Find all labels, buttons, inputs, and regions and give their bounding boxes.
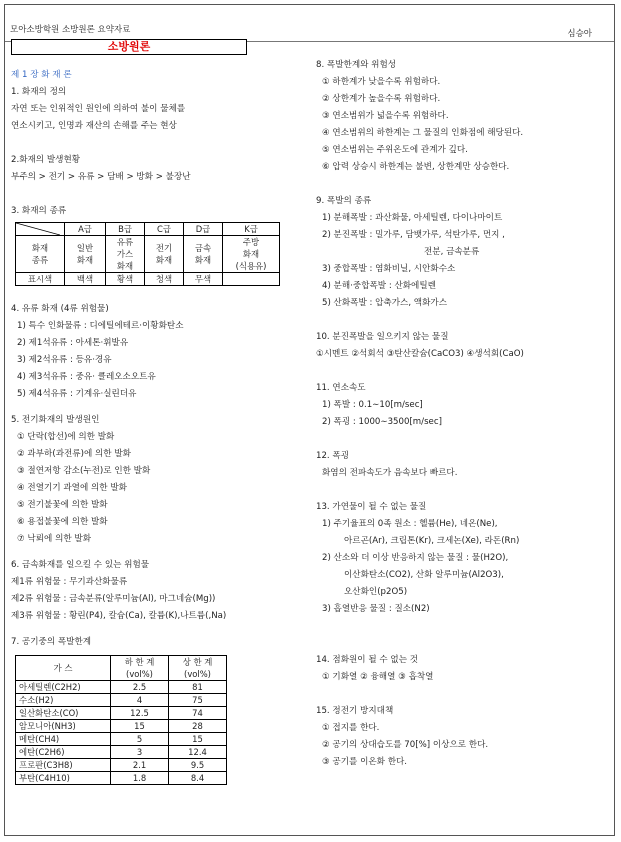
list-item: 1) 주기율표의 0족 원소 : 헬륨(He), 네온(Ne),: [322, 519, 498, 529]
table-cell: 주방 화재 (식용유): [223, 236, 280, 273]
section-14-title: 14. 점화원이 될 수 없는 것: [316, 655, 419, 665]
table-row: [16, 772, 227, 785]
list-item: 2) 분진폭발 : 밀가루, 담뱃가루, 석탄가루, 먼지 ,: [322, 230, 505, 240]
table-cell: 백색: [65, 273, 106, 286]
grade-header: K급: [223, 223, 280, 236]
list-item: 2) 산소와 더 이상 반응하지 않는 물질 : 물(H2O),: [322, 553, 509, 563]
table-row: [16, 720, 227, 733]
list-item: ⑥ 압력 상승시 하한계는 불변, 상한계만 상승한다.: [322, 162, 510, 172]
section-1-line: 자연 또는 인위적인 원인에 의하여 불이 물체를: [11, 104, 186, 114]
list-item: ③ 절연저항 감소(누전)로 인한 발화: [17, 466, 151, 476]
list-item: 4) 제3석유류 : 중유· 클레오소오트유: [17, 372, 156, 382]
gas-name: 일산화탄소(CO): [16, 707, 111, 720]
list-item: ⑥ 용접불꽃에 의한 발화: [17, 517, 108, 527]
list-item: 5) 산화폭발 : 압축가스, 액화가스: [322, 298, 447, 308]
lower-limit: 5: [111, 733, 169, 746]
table-cell: 무색: [184, 273, 223, 286]
document-title: 소방원론: [11, 39, 247, 55]
list-item-continuation: 전분, 금속분류: [424, 247, 480, 257]
grade-header: C급: [145, 223, 184, 236]
gas-name: 아세틸렌(C2H2): [16, 681, 111, 694]
list-item: 제1류 위험물 : 무기과산화물류: [11, 577, 128, 587]
list-item: ③ 공기를 이온화 한다.: [322, 757, 408, 767]
table-corner: [16, 223, 65, 236]
section-13-title: 13. 가연물이 될 수 없는 물질: [316, 502, 427, 512]
section-3-title: 3. 화재의 종류: [11, 206, 67, 216]
list-item: 2) 폭굉 : 1000∼3500[m/sec]: [322, 417, 442, 427]
gas-name: 부탄(C4H10): [16, 772, 111, 785]
gas-name: 암모니아(NH3): [16, 720, 111, 733]
list-item: 3) 흡열반응 물질 : 질소(N2): [322, 604, 430, 614]
col-header: 상 한 계 (vol%): [169, 656, 227, 681]
lower-limit: 1.8: [111, 772, 169, 785]
gas-name: 프로판(C3H8): [16, 759, 111, 772]
section-10-line: ①시멘트 ②석회석 ③탄산칼슘(CaCO3) ④생석회(CaO): [316, 349, 524, 359]
list-item: ⑤ 전기불꽃에 의한 발화: [17, 500, 108, 510]
section-11-title: 11. 연소속도: [316, 383, 366, 393]
list-item-continuation: 아르곤(Ar), 크립톤(Kr), 크세논(Xe), 라돈(Rn): [344, 536, 520, 546]
list-item: ② 과부하(과전류)에 의한 발화: [17, 449, 131, 459]
header-author: 심승아: [567, 29, 592, 39]
grade-header: B급: [106, 223, 145, 236]
lower-limit: 4: [111, 694, 169, 707]
list-item: 1) 특수 인화물류 : 디에틸에테르·이황화탄소: [17, 321, 184, 331]
section-9-title: 9. 폭발의 종류: [316, 196, 372, 206]
list-item-continuation: 이산화탄소(CO2), 산화 알루미늄(Al2O3),: [344, 570, 504, 580]
upper-limit: 12.4: [169, 746, 227, 759]
table-row: [16, 733, 227, 746]
lower-limit: 12.5: [111, 707, 169, 720]
list-item: ⑦ 낙뢰에 의한 발화: [17, 534, 92, 544]
list-item: ⑤ 연소범위는 주위온도에 관계가 깊다.: [322, 145, 468, 155]
upper-limit: 75: [169, 694, 227, 707]
lower-limit: 2.1: [111, 759, 169, 772]
section-1-title: 1. 화재의 정의: [11, 87, 67, 97]
upper-limit: 28: [169, 720, 227, 733]
upper-limit: 9.5: [169, 759, 227, 772]
table-cell: 유류 가스 화재: [106, 236, 145, 273]
gas-name: 에탄(C2H6): [16, 746, 111, 759]
col-header: 하 한 계 (vol%): [111, 656, 169, 681]
section-14-line: ① 기화열 ② 융해열 ③ 흡착열: [322, 672, 434, 682]
section-15-title: 15. 정전기 방지대책: [316, 706, 394, 716]
list-item: ③ 연소범위가 넓을수록 위험하다.: [322, 111, 449, 121]
row-label: 표시색: [16, 273, 65, 286]
upper-limit: 81: [169, 681, 227, 694]
list-item: 3) 제2석유류 : 등유·경유: [17, 355, 112, 365]
section-5-title: 5. 전기화재의 발생원인: [11, 415, 100, 425]
list-item: 1) 폭발 : 0.1∼10[m/sec]: [322, 400, 423, 410]
table-row: [16, 681, 227, 694]
list-item: ④ 연소범위의 하한계는 그 물질의 인화점에 해당된다.: [322, 128, 524, 138]
grade-header: A급: [65, 223, 106, 236]
explosion-limit-table: [15, 655, 227, 785]
section-2-title: 2.화재의 발생현황: [11, 155, 81, 165]
grade-header: D급: [184, 223, 223, 236]
section-6-title: 6. 금속화재를 일으킬 수 있는 위험물: [11, 560, 150, 570]
section-12-line: 화염의 전파속도가 음속보다 빠르다.: [322, 468, 458, 478]
row-label: 화재 종류: [16, 236, 65, 273]
table-cell: 황색: [106, 273, 145, 286]
upper-limit: 74: [169, 707, 227, 720]
lower-limit: 2.5: [111, 681, 169, 694]
list-item: ④ 전열기기 과열에 의한 발화: [17, 483, 127, 493]
section-2-line: 부주의 > 전기 > 유류 > 담배 > 방화 > 불장난: [11, 172, 191, 182]
list-item: 5) 제4석유류 : 기계유·실린더유: [17, 389, 137, 399]
table-cell: 일반 화재: [65, 236, 106, 273]
header-academy: 모아소방학원 소방원론 요약자료: [10, 25, 131, 35]
list-item: 4) 분해·중합폭발 : 산화에틸렌: [322, 281, 436, 291]
list-item: 2) 제1석유류 : 아세톤·휘발유: [17, 338, 129, 348]
col-header: 가 스: [16, 656, 111, 681]
section-10-title: 10. 분진폭발을 일으키지 않는 물질: [316, 332, 449, 342]
list-item: ② 공기의 상대습도를 70[%] 이상으로 한다.: [322, 740, 489, 750]
section-8-title: 8. 폭발한계와 위험성: [316, 60, 397, 70]
right-column: [316, 57, 611, 771]
section-4-title: 4. 유류 화재 (4류 위험물): [11, 304, 109, 314]
table-row: [16, 694, 227, 707]
list-item: ① 하한계가 낮을수록 위험하다.: [322, 77, 441, 87]
list-item: 3) 중합폭발 : 염화비닐, 시안화수소: [322, 264, 456, 274]
list-item: ② 상한계가 높을수록 위험하다.: [322, 94, 441, 104]
upper-limit: 8.4: [169, 772, 227, 785]
table-cell: [223, 273, 280, 286]
section-1-line: 연소시키고, 인명과 재산의 손해를 주는 현상: [11, 121, 177, 131]
list-item-continuation: 오산화인(p2O5): [344, 587, 408, 597]
list-item: ① 단락(합선)에 의한 발화: [17, 432, 115, 442]
table-cell: 전기 화재: [145, 236, 184, 273]
chapter-heading: 제 1 장 화 재 론: [11, 70, 72, 80]
left-column: [11, 67, 301, 785]
list-item: 제2류 위험물 : 금속분류(알루미늄(Al), 마그네슘(Mg)): [11, 594, 216, 604]
list-item: 제3류 위험물 : 황린(P4), 칼슘(Ca), 칼륨(K),나트륨(,Na): [11, 611, 227, 621]
table-cell: 청색: [145, 273, 184, 286]
upper-limit: 15: [169, 733, 227, 746]
section-12-title: 12. 폭굉: [316, 451, 350, 461]
document-page: [4, 4, 615, 836]
table-row: [16, 759, 227, 772]
table-row: [16, 707, 227, 720]
section-7-title: 7. 공기중의 폭발한계: [11, 637, 92, 647]
gas-name: 수소(H2): [16, 694, 111, 707]
fire-class-table: [15, 222, 280, 286]
table-cell: 금속 화재: [184, 236, 223, 273]
lower-limit: 3: [111, 746, 169, 759]
table-row: [16, 746, 227, 759]
list-item: ① 접지를 한다.: [322, 723, 380, 733]
list-item: 1) 분해폭발 : 과산화물, 아세틸렌, 다이나마이트: [322, 213, 503, 223]
lower-limit: 15: [111, 720, 169, 733]
gas-name: 메탄(CH4): [16, 733, 111, 746]
diagonal-line: [16, 223, 60, 235]
